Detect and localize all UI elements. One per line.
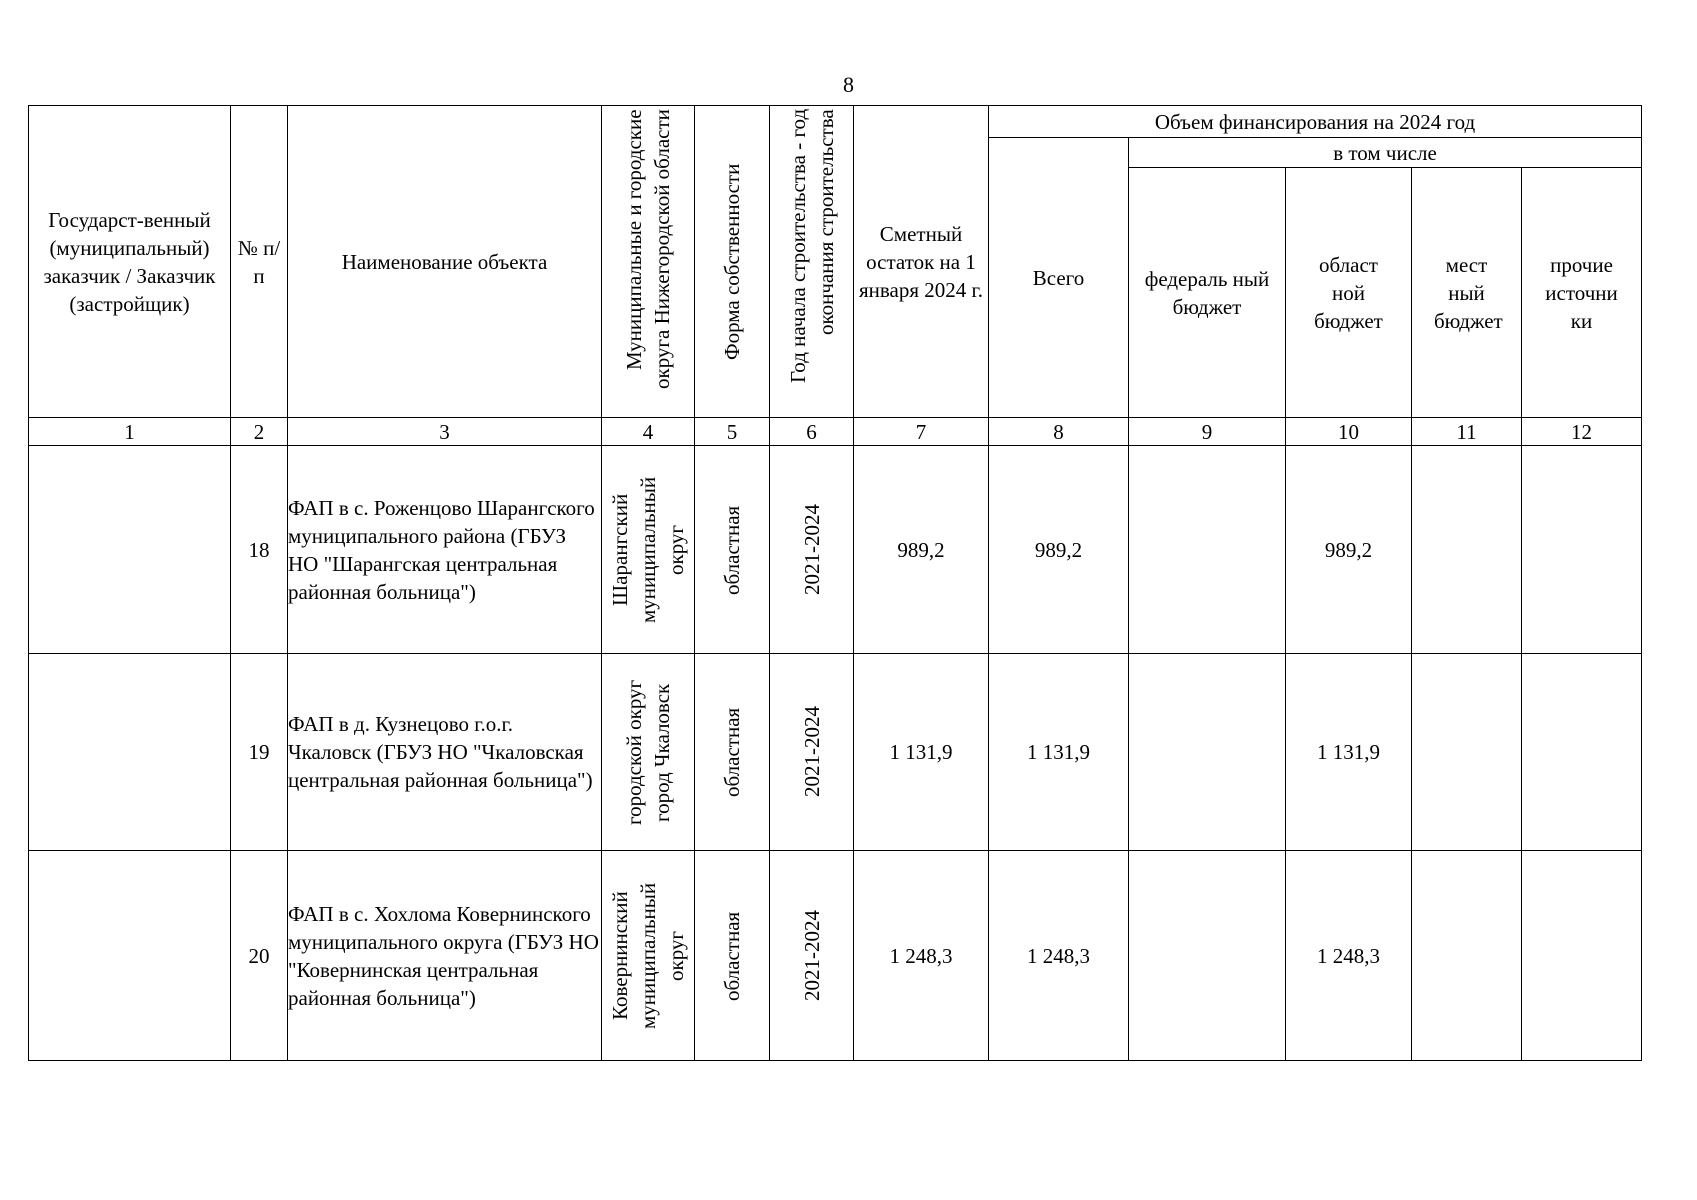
column-number: 2 <box>231 418 288 446</box>
header-other: прочие источни ки <box>1522 168 1642 418</box>
header-including: в том числе <box>1129 138 1642 168</box>
header-row-top <box>29 106 1642 138</box>
header-number: № п/п <box>231 106 288 418</box>
cell-years: 2021-2024 <box>770 446 854 654</box>
column-numbers-row <box>29 418 1642 446</box>
column-number: 5 <box>695 418 770 446</box>
cell-years: 2021-2024 <box>770 851 854 1061</box>
header-financing-title: Объем финансирования на 2024 год <box>989 106 1642 138</box>
column-number: 9 <box>1129 418 1286 446</box>
cell-customer <box>29 446 231 654</box>
cell-other <box>1522 446 1642 654</box>
cell-regional: 989,2 <box>1286 446 1412 654</box>
cell-local <box>1412 851 1522 1061</box>
cell-municipality: Ковернинский муниципальный округ <box>602 851 695 1061</box>
cell-ownership: областная <box>695 851 770 1061</box>
cell-estimated-balance: 1 131,9 <box>854 654 989 851</box>
header-regional: област ной бюджет <box>1286 168 1412 418</box>
cell-customer <box>29 851 231 1061</box>
header-local: мест ный бюджет <box>1412 168 1522 418</box>
column-number: 7 <box>854 418 989 446</box>
cell-local <box>1412 654 1522 851</box>
cell-object-name: ФАП в д. Кузнецово г.о.г. Чкаловск (ГБУЗ НО "Чкаловская центральная районная больница") <box>288 654 602 851</box>
cell-number: 18 <box>231 446 288 654</box>
table-row <box>29 851 1642 1061</box>
cell-municipality: Шарангский муниципальный округ <box>602 446 695 654</box>
cell-local <box>1412 446 1522 654</box>
header-federal: федераль ный бюджет <box>1129 168 1286 418</box>
column-number: 11 <box>1412 418 1522 446</box>
cell-object-name: ФАП в с. Хохлома Ковернинского муниципального округа (ГБУЗ НО "Ковернинская центральная районная больница") <box>288 851 602 1061</box>
cell-other <box>1522 851 1642 1061</box>
cell-number: 20 <box>231 851 288 1061</box>
cell-customer <box>29 654 231 851</box>
header-years: Год начала строительства - год окончания строительства <box>770 106 854 418</box>
cell-municipality: городской округ город Чкаловск <box>602 654 695 851</box>
cell-regional: 1 248,3 <box>1286 851 1412 1061</box>
column-number: 12 <box>1522 418 1642 446</box>
cell-total: 989,2 <box>989 446 1129 654</box>
cell-total: 1 248,3 <box>989 851 1129 1061</box>
cell-federal <box>1129 654 1286 851</box>
header-object-name: Наименование объекта <box>288 106 602 418</box>
cell-federal <box>1129 446 1286 654</box>
table-row <box>29 446 1642 654</box>
cell-federal <box>1129 851 1286 1061</box>
cell-number: 19 <box>231 654 288 851</box>
header-municipality: Муниципальные и городские округа Нижегородской области <box>602 106 695 418</box>
cell-other <box>1522 654 1642 851</box>
column-number: 8 <box>989 418 1129 446</box>
header-customer: Государст-венный (муниципальный) заказчик / Заказчик (застройщик) <box>29 106 231 418</box>
page-number: 8 <box>843 72 854 97</box>
cell-years: 2021-2024 <box>770 654 854 851</box>
cell-ownership: областная <box>695 654 770 851</box>
cell-estimated-balance: 1 248,3 <box>854 851 989 1061</box>
column-number: 10 <box>1286 418 1412 446</box>
header-ownership: Форма собственности <box>695 106 770 418</box>
cell-regional: 1 131,9 <box>1286 654 1412 851</box>
header-total: Всего <box>989 138 1129 418</box>
cell-estimated-balance: 989,2 <box>854 446 989 654</box>
cell-ownership: областная <box>695 446 770 654</box>
financing-table <box>28 105 1642 1061</box>
column-number: 6 <box>770 418 854 446</box>
column-number: 4 <box>602 418 695 446</box>
header-estimated-balance: Сметный остаток на 1 января 2024 г. <box>854 106 989 418</box>
table-row <box>29 654 1642 851</box>
cell-total: 1 131,9 <box>989 654 1129 851</box>
column-number: 3 <box>288 418 602 446</box>
cell-object-name: ФАП в с. Роженцово Шарангского муниципального района (ГБУЗ НО "Шарангская центральная районная больница") <box>288 446 602 654</box>
column-number: 1 <box>29 418 231 446</box>
